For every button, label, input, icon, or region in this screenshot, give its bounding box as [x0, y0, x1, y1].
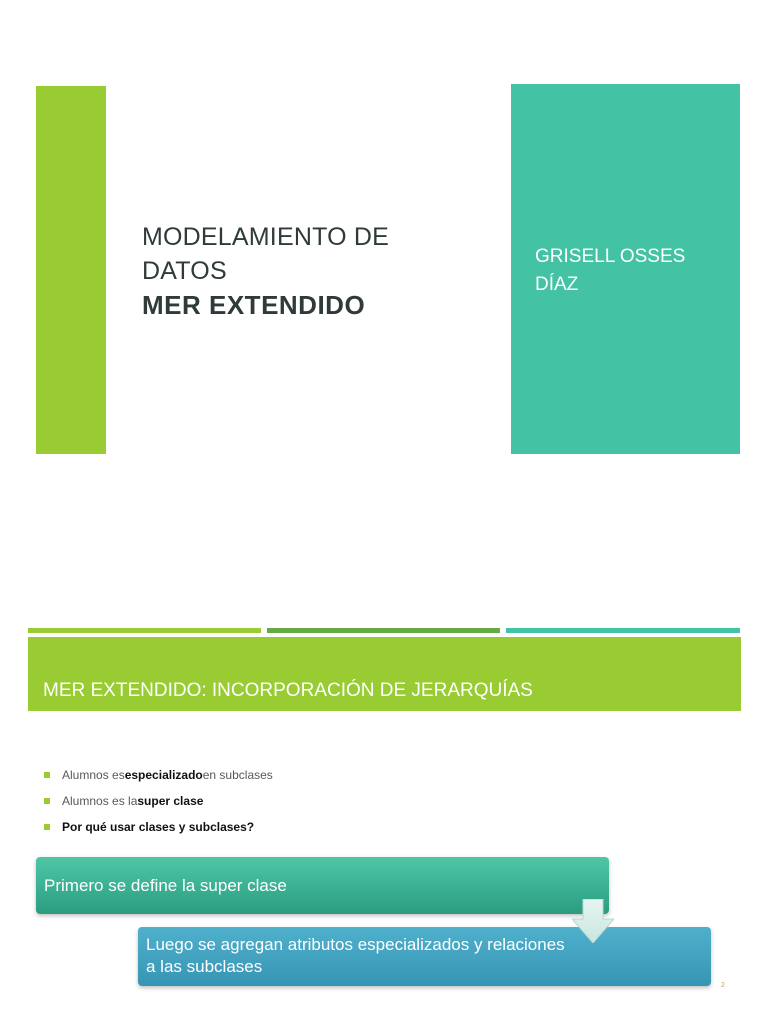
- header-stripe-green: [28, 628, 261, 633]
- bullet-text-bold: Por qué usar clases y subclases?: [62, 820, 255, 834]
- author-name: [535, 243, 725, 299]
- process-step-2-text: Luego se agregan atributos especializados y relaciones a las subclases: [146, 935, 565, 976]
- author-line-2: DÍAZ: [535, 274, 579, 295]
- bullet-text-pre: Alumnos es la: [62, 794, 138, 808]
- bullet-text-post: en subclases: [202, 768, 273, 782]
- bullet-item: [44, 814, 604, 840]
- author-line-1: GRISELL OSSES: [535, 246, 686, 267]
- header-stripe-darkgreen: [267, 628, 500, 633]
- title-accent-bar: [36, 86, 106, 454]
- page-number: 2: [721, 982, 725, 989]
- bullet-item: [44, 788, 604, 814]
- bullet-text-pre: Alumnos es: [62, 768, 125, 782]
- bullet-square-icon: [44, 798, 50, 804]
- title-subtitle: MER EXTENDIDO: [142, 290, 366, 320]
- slide-title: [142, 220, 482, 322]
- bullet-item: [44, 762, 604, 788]
- header-stripe-teal: [506, 628, 740, 633]
- title-line-1: MODELAMIENTO DE: [142, 223, 390, 251]
- bullet-text-bold: especializado: [124, 768, 203, 782]
- title-line-2: DATOS: [142, 257, 227, 285]
- bullet-list: [44, 762, 604, 840]
- slide-header-title: MER EXTENDIDO: INCORPORACIÓN DE JERARQUÍAS: [43, 680, 533, 701]
- process-step-1-text: Primero se define la super clase: [44, 876, 287, 895]
- bullet-square-icon: [44, 772, 50, 778]
- bullet-text-bold: super clase: [137, 794, 204, 808]
- bullet-square-icon: [44, 824, 50, 830]
- down-arrow-icon: [572, 899, 614, 943]
